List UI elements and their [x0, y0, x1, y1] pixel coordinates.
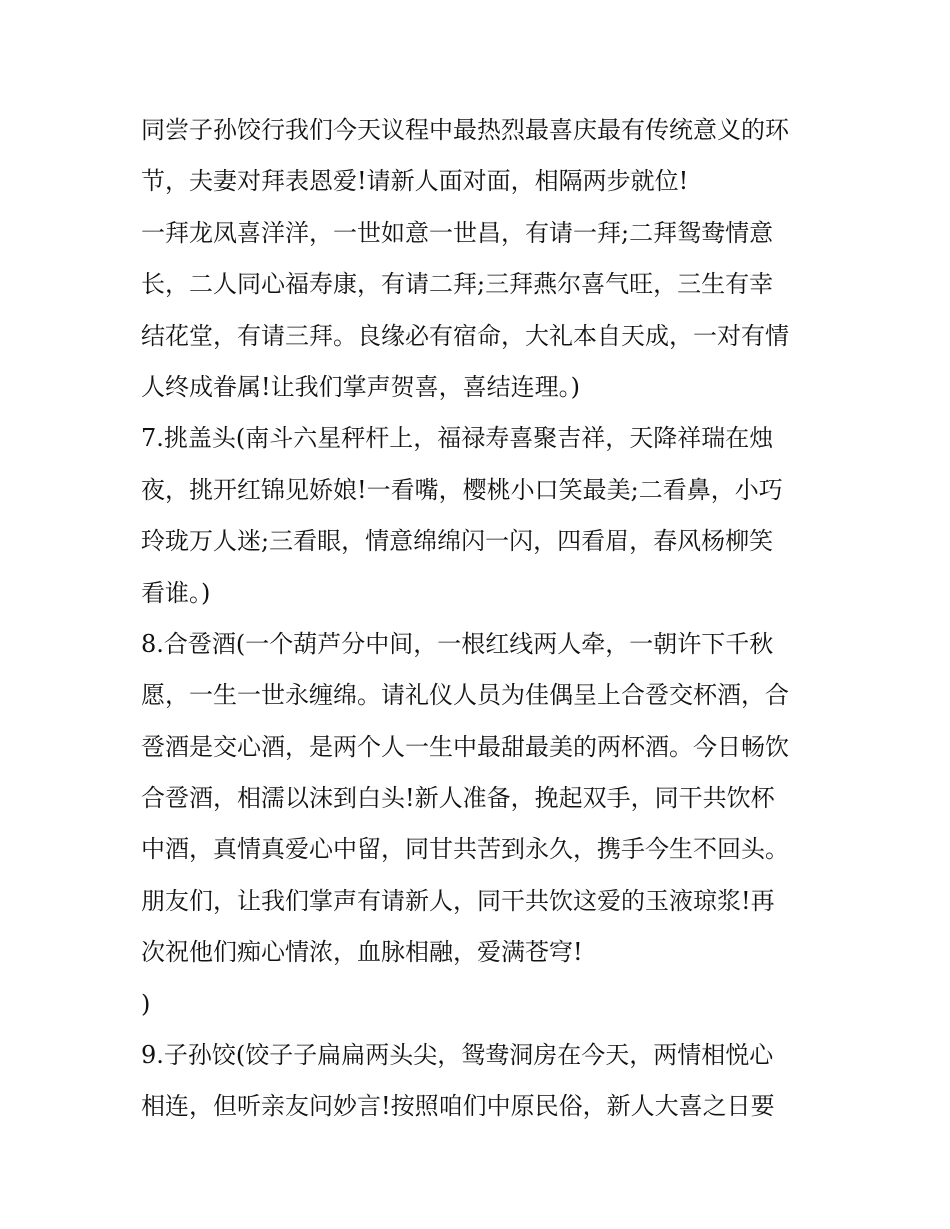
text-line: 玲珑万人迷;三看眼，情意绵绵闪一闪，四看眉，春风杨柳笑	[141, 527, 774, 556]
text-line: 9.子孙饺(饺子子扁扁两头尖，鸳鸯洞房在今天，两情相悦心	[141, 1041, 774, 1070]
text-line: 相连，但听亲友问妙言!按照咱们中原民俗，新人大喜之日要	[141, 1092, 775, 1121]
text-line: 愿，一生一世永缠绵。请礼仪人员为佳偶呈上合卺交杯酒，合	[141, 681, 789, 710]
text-line: 7.挑盖头(南斗六星秤杆上，福禄寿喜聚吉祥，天降祥瑞在烛	[141, 424, 774, 453]
text-line: 合卺酒，相濡以沫到白头!新人准备，挽起双手，同干共饮杯	[141, 784, 775, 813]
text-line: 长，二人同心福寿康，有请二拜;三拜燕尔喜气旺，三生有幸	[141, 270, 774, 299]
text-line: 夜，挑开红锦见娇娘!一看嘴，樱桃小口笑最美;二看鼻，小巧	[141, 475, 783, 504]
text-line: 次祝他们痴心情浓，血脉相融，爱满苍穹!	[141, 938, 583, 967]
text-line: 卺酒是交心酒，是两个人一生中最甜最美的两杯酒。今日畅饮	[141, 732, 789, 761]
text-line: 结花堂，有请三拜。良缘必有宿命，大礼本自天成，一对有情	[141, 321, 789, 350]
text-line: 节，夫妻对拜表恩爱!请新人面对面，相隔两步就位!	[141, 167, 689, 196]
text-line: 人终成眷属!让我们掌声贺喜，喜结连理。)	[141, 372, 581, 401]
text-line: 朋友们，让我们掌声有请新人，同干共饮这爱的玉液琼浆!再	[141, 886, 775, 915]
document-body	[141, 105, 831, 1133]
text-line: 中酒，真情真爱心中留，同甘共苦到永久，携手今生不回头。	[141, 835, 789, 864]
text-line: 8.合卺酒(一个葫芦分中间，一根红线两人牵，一朝许下千秋	[141, 629, 774, 658]
text-line: 一拜龙凤喜洋洋，一世如意一世昌，有请一拜;二拜鸳鸯情意	[141, 218, 774, 247]
text-line: )	[141, 989, 151, 1018]
text-line: 同尝子孙饺行我们今天议程中最热烈最喜庆最有传统意义的环	[141, 116, 789, 144]
text-line: 看谁。)	[141, 578, 211, 607]
